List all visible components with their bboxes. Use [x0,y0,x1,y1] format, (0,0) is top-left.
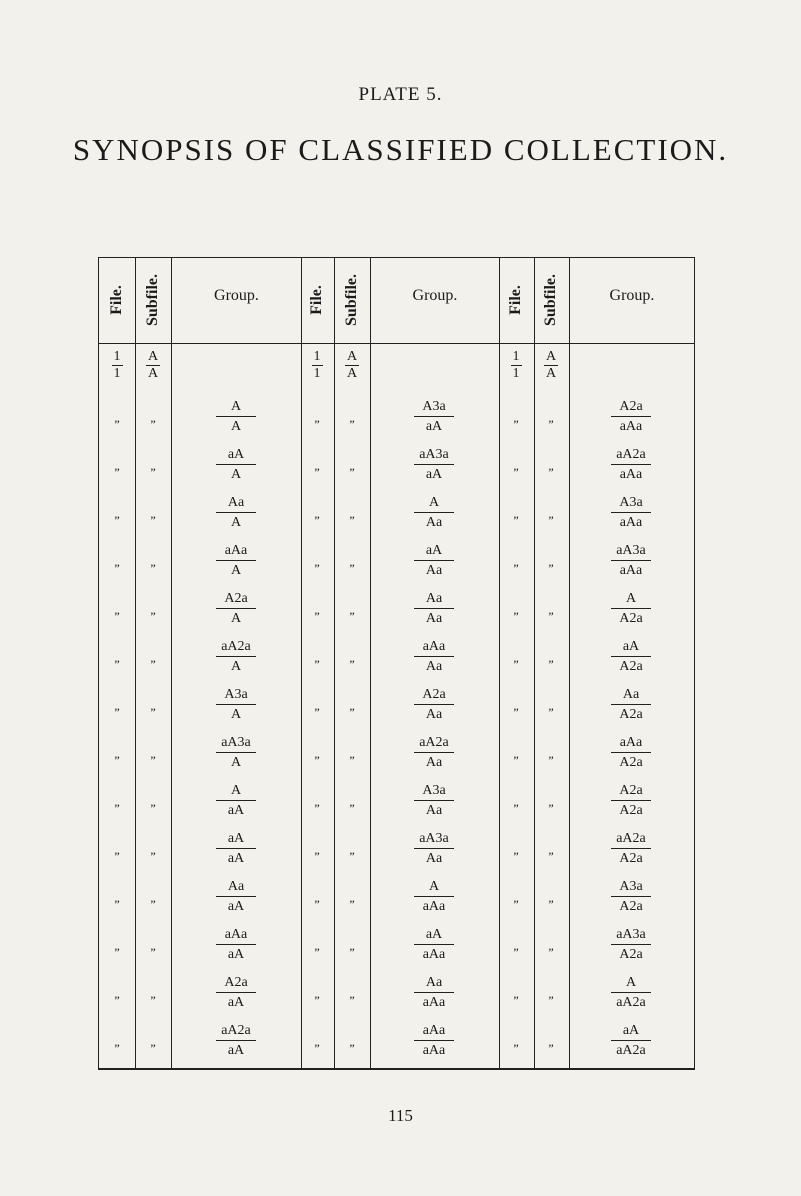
file-ditto-mark: ” [114,753,120,767]
subfile-fraction: $\frac{A}{A}$ [147,349,159,381]
col-divider [171,257,172,1068]
group-numerator: aAa [414,1023,454,1041]
file-ditto-mark: ” [314,657,320,671]
file-ditto-mark: ” [314,993,320,1007]
subfile-ditto-mark: ” [349,945,355,959]
group-numerator: aA2a [414,735,454,753]
group-denominator: A [230,515,242,530]
group-fraction [379,687,489,723]
group-denominator: A [230,707,242,722]
group-fraction [379,447,489,483]
header-rule [98,343,695,344]
file-ditto-mark: ” [114,417,120,431]
group-numerator: aAa [611,735,651,753]
subfile-ditto-mark: ” [548,609,554,623]
col-divider [334,257,335,1068]
subfile-ditto-mark: ” [349,705,355,719]
group-fraction [181,399,291,435]
file-ditto-mark: ” [114,657,120,671]
group-denominator: A [230,419,242,434]
group-fraction [379,399,489,435]
file-ditto-mark: ” [114,561,120,575]
group-numerator: aA2a [216,639,256,657]
group-denominator: Aa [425,851,443,866]
group-numerator: aA [414,927,454,945]
group-denominator: aA [227,947,245,962]
file-header: File. [107,285,125,315]
plate-label: PLATE 5. [358,84,443,105]
group-denominator: aAa [619,515,643,530]
group-denominator: A2a [619,755,643,770]
group-denominator: aAa [619,419,643,434]
subfile-ditto-mark: ” [349,801,355,815]
subfile-ditto-mark: ” [150,609,156,623]
file-ditto-mark: ” [114,849,120,863]
group-fraction [576,399,686,435]
group-denominator: A [230,467,242,482]
group-fraction [379,783,489,819]
synopsis-table [98,257,695,1070]
group-denominator: A2a [619,851,643,866]
group-numerator: aA3a [611,927,651,945]
group-numerator: aAa [216,927,256,945]
file-header: File. [307,285,325,315]
file-ditto-mark: ” [114,801,120,815]
group-header: Group. [609,287,655,304]
group-denominator: A [230,611,242,626]
group-numerator: aA [414,543,454,561]
group-fraction [181,591,291,627]
file-ditto-mark: ” [513,417,519,431]
subfile-ditto-mark: ” [150,705,156,719]
subfile-ditto-mark: ” [349,513,355,527]
subfile-fraction: $\frac{A}{A}$ [346,349,358,381]
subfile-ditto-mark: ” [548,801,554,815]
file-ditto-mark: ” [314,465,320,479]
subfile-ditto-mark: ” [349,417,355,431]
file-ditto-mark: ” [513,465,519,479]
col-divider [370,257,371,1068]
subfile-ditto-mark: ” [150,561,156,575]
group-fraction [181,447,291,483]
group-fraction [379,879,489,915]
group-denominator: aA [227,899,245,914]
file-fraction: $\frac{1}{1}$ [113,349,121,381]
file-ditto-mark: ” [314,801,320,815]
group-numerator: A [216,783,256,801]
col-divider [135,257,136,1068]
group-denominator: aA [425,419,443,434]
group-fraction [576,783,686,819]
group-numerator: A3a [414,783,454,801]
file-ditto-mark: ” [513,657,519,671]
group-denominator: aA2a [616,995,646,1010]
group-fraction [576,1023,686,1059]
group-denominator: aA [227,995,245,1010]
group-fraction [181,783,291,819]
group-fraction [379,735,489,771]
group-numerator: aA [216,447,256,465]
group-fraction [379,975,489,1011]
file-fraction: $\frac{1}{1}$ [512,349,520,381]
file-ditto-mark: ” [114,513,120,527]
group-fraction [576,495,686,531]
file-ditto-mark: ” [114,705,120,719]
group-denominator: aA [227,1043,245,1058]
group-numerator: A2a [611,783,651,801]
group-numerator: A3a [414,399,454,417]
subfile-ditto-mark: ” [548,561,554,575]
group-numerator: Aa [216,495,256,513]
group-numerator: aA3a [414,447,454,465]
group-numerator: Aa [611,687,651,705]
group-header: Group. [412,287,458,304]
group-fraction [379,639,489,675]
subfile-ditto-mark: ” [150,945,156,959]
file-ditto-mark: ” [314,561,320,575]
subfile-ditto-mark: ” [548,945,554,959]
group-fraction [576,447,686,483]
group-denominator: A2a [619,803,643,818]
group-numerator: aA3a [216,735,256,753]
group-fraction [379,543,489,579]
group-denominator: aA [227,803,245,818]
group-fraction [576,639,686,675]
group-denominator: A [230,563,242,578]
group-denominator: aAa [422,899,446,914]
group-fraction [379,831,489,867]
group-numerator: A2a [216,975,256,993]
group-denominator: A2a [619,899,643,914]
group-denominator: Aa [425,611,443,626]
subfile-ditto-mark: ” [150,513,156,527]
group-fraction [379,927,489,963]
group-denominator: A2a [619,947,643,962]
subfile-ditto-mark: ” [349,465,355,479]
group-fraction [576,879,686,915]
file-ditto-mark: ” [114,1041,120,1055]
file-ditto-mark: ” [314,1041,320,1055]
col-divider [534,257,535,1068]
group-fraction [181,735,291,771]
group-numerator: aAa [414,639,454,657]
group-numerator: aA2a [216,1023,256,1041]
file-ditto-mark: ” [114,609,120,623]
group-fraction [181,927,291,963]
group-denominator: aAa [422,947,446,962]
subfile-ditto-mark: ” [548,849,554,863]
group-numerator: A [216,399,256,417]
group-numerator: A [414,879,454,897]
file-ditto-mark: ” [114,897,120,911]
group-numerator: aA3a [611,543,651,561]
file-ditto-mark: ” [114,993,120,1007]
group-denominator: aA [425,467,443,482]
file-fraction: $\frac{1}{1}$ [313,349,321,381]
group-denominator: A2a [619,659,643,674]
group-numerator: A [414,495,454,513]
group-denominator: aA2a [616,1043,646,1058]
group-denominator: Aa [425,563,443,578]
group-numerator: aA3a [414,831,454,849]
group-denominator: Aa [425,659,443,674]
page-title: SYNOPSIS OF CLASSIFIED COLLECTION. [72,132,729,167]
group-fraction [181,1023,291,1059]
col-divider [569,257,570,1068]
group-fraction [181,975,291,1011]
file-ditto-mark: ” [513,849,519,863]
table-right-rule [694,257,695,1070]
group-numerator: aA2a [611,447,651,465]
file-ditto-mark: ” [314,945,320,959]
group-fraction [379,495,489,531]
subfile-ditto-mark: ” [548,657,554,671]
subfile-ditto-mark: ” [150,465,156,479]
group-numerator: A3a [611,495,651,513]
group-numerator: A2a [216,591,256,609]
group-numerator: aA [611,1023,651,1041]
table-bottom-rule [98,1068,695,1070]
group-numerator: aAa [216,543,256,561]
subfile-ditto-mark: ” [349,609,355,623]
subfile-ditto-mark: ” [548,465,554,479]
group-denominator: aAa [619,467,643,482]
file-ditto-mark: ” [314,417,320,431]
subfile-header: Subfile. [144,273,162,327]
file-ditto-mark: ” [513,609,519,623]
group-numerator: A2a [611,399,651,417]
group-numerator: Aa [414,975,454,993]
group-fraction [181,831,291,867]
group-numerator: A3a [611,879,651,897]
group-fraction [576,927,686,963]
group-numerator: A [611,591,651,609]
group-numerator: aA2a [611,831,651,849]
group-numerator: A3a [216,687,256,705]
group-fraction [576,543,686,579]
file-ditto-mark: ” [314,513,320,527]
file-ditto-mark: ” [513,993,519,1007]
file-ditto-mark: ” [314,849,320,863]
page-number: 115 [388,1106,413,1125]
subfile-ditto-mark: ” [349,561,355,575]
file-header: File. [506,285,524,315]
subfile-ditto-mark: ” [150,801,156,815]
subfile-ditto-mark: ” [150,897,156,911]
subfile-ditto-mark: ” [548,897,554,911]
group-fraction [181,879,291,915]
file-ditto-mark: ” [513,801,519,815]
file-ditto-mark: ” [513,945,519,959]
group-denominator: aAa [619,563,643,578]
subfile-fraction: $\frac{A}{A}$ [545,349,557,381]
file-ditto-mark: ” [513,513,519,527]
subfile-ditto-mark: ” [150,1041,156,1055]
subfile-ditto-mark: ” [548,513,554,527]
group-fraction [576,735,686,771]
group-denominator: aA [227,851,245,866]
subfile-header: Subfile. [542,273,560,327]
group-fraction [181,687,291,723]
group-fraction [379,591,489,627]
file-ditto-mark: ” [513,753,519,767]
subfile-ditto-mark: ” [150,657,156,671]
table-top-rule [98,257,695,258]
group-numerator: Aa [216,879,256,897]
subfile-ditto-mark: ” [548,705,554,719]
group-denominator: Aa [425,803,443,818]
col-divider [499,257,500,1068]
group-denominator: A2a [619,707,643,722]
file-ditto-mark: ” [114,465,120,479]
group-numerator: aA [611,639,651,657]
group-numerator: A [611,975,651,993]
group-fraction [576,687,686,723]
subfile-ditto-mark: ” [349,993,355,1007]
subfile-header: Subfile. [343,273,361,327]
file-ditto-mark: ” [513,897,519,911]
group-denominator: Aa [425,707,443,722]
group-numerator: A2a [414,687,454,705]
group-fraction [576,591,686,627]
file-ditto-mark: ” [314,705,320,719]
subfile-ditto-mark: ” [349,657,355,671]
subfile-ditto-mark: ” [150,753,156,767]
group-fraction [181,543,291,579]
group-fraction [576,975,686,1011]
subfile-ditto-mark: ” [349,753,355,767]
group-fraction [379,1023,489,1059]
group-numerator: aA [216,831,256,849]
file-ditto-mark: ” [513,705,519,719]
group-fraction [181,495,291,531]
subfile-ditto-mark: ” [349,849,355,863]
subfile-ditto-mark: ” [150,993,156,1007]
group-denominator: aAa [422,995,446,1010]
group-denominator: aAa [422,1043,446,1058]
file-ditto-mark: ” [314,753,320,767]
group-numerator: Aa [414,591,454,609]
subfile-ditto-mark: ” [548,993,554,1007]
group-denominator: Aa [425,755,443,770]
subfile-ditto-mark: ” [548,753,554,767]
file-ditto-mark: ” [513,561,519,575]
file-ditto-mark: ” [314,609,320,623]
group-fraction [576,831,686,867]
subfile-ditto-mark: ” [548,1041,554,1055]
subfile-ditto-mark: ” [349,1041,355,1055]
group-denominator: A [230,659,242,674]
file-ditto-mark: ” [114,945,120,959]
subfile-ditto-mark: ” [150,849,156,863]
group-header: Group. [214,287,259,304]
table-left-rule [98,257,99,1070]
subfile-ditto-mark: ” [349,897,355,911]
subfile-ditto-mark: ” [150,417,156,431]
subfile-ditto-mark: ” [548,417,554,431]
file-ditto-mark: ” [513,1041,519,1055]
group-denominator: Aa [425,515,443,530]
group-fraction [181,639,291,675]
group-denominator: A [230,755,242,770]
file-ditto-mark: ” [314,897,320,911]
group-denominator: A2a [619,611,643,626]
